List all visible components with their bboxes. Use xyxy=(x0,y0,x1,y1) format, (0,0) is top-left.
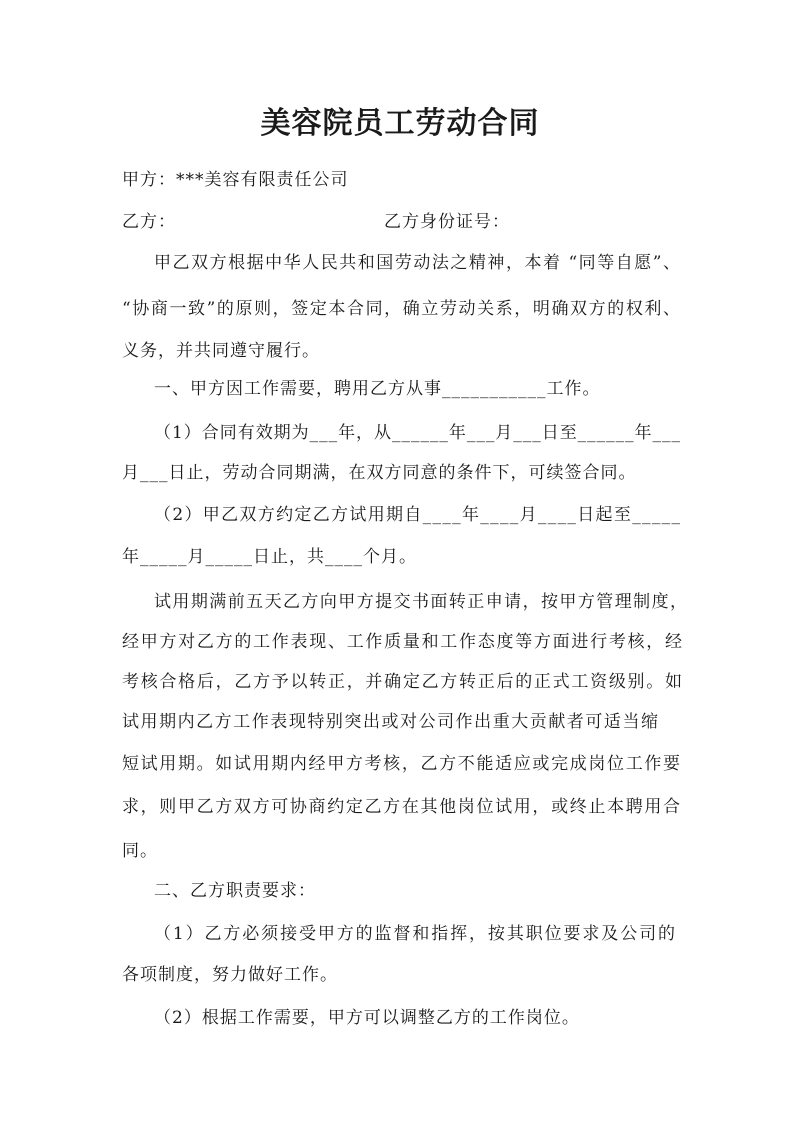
probation-line: 同。 xyxy=(122,841,158,861)
intro-line: “协商一致”的原则，签定本合同，确立劳动关系，明确双方的权利、 xyxy=(122,299,682,319)
probation-line: 试用期内乙方工作表现特别突出或对公司作出重大贡献者可适当缩 xyxy=(122,712,660,732)
party-b-id-label: 乙方身份证号： xyxy=(384,212,510,232)
probation-line: 求，则甲乙方双方可协商约定乙方在其他岗位试用，或终止本聘用合 xyxy=(122,797,682,817)
clause-1-item-2-line: （2）甲乙双方约定乙方试用期自____年____月____日起至_____ xyxy=(154,505,682,525)
page-title: 美容院员工劳动合同 xyxy=(260,106,540,141)
party-a-line: 甲方：***美容有限责任公司 xyxy=(122,170,349,190)
clause-1-item-1-line: （1）合同有效期为___年，从______年___月___日至______年___ xyxy=(154,423,681,443)
intro-line: 甲乙双方根据中华人民共和国劳动法之精神，本着 “同等自愿”、 xyxy=(154,253,682,273)
clause-1-heading: 一、甲方因工作需要，聘用乙方从事___________工作。 xyxy=(154,379,601,399)
clause-2-item-1-line: （1）乙方必须接受甲方的监督和指挥，按其职位要求及公司的 xyxy=(154,924,677,944)
clause-2-item-1-line: 各项制度，努力做好工作。 xyxy=(122,965,338,985)
clause-2-heading: 二、乙方职责要求： xyxy=(154,881,316,901)
probation-line: 试用期满前五天乙方向甲方提交书面转正申请，按甲方管理制度， xyxy=(154,592,689,612)
clause-1-item-1-line: 月___日止，劳动合同期满，在双方同意的条件下，可续签合同。 xyxy=(122,463,637,483)
party-b-label: 乙方： xyxy=(122,212,176,232)
probation-line: 经甲方对乙方的工作表现、工作质量和工作态度等方面进行考核，经 xyxy=(122,632,684,652)
clause-1-item-2-line: 年_____月_____日止，共____个月。 xyxy=(122,547,417,567)
intro-line: 义务，并共同遵守履行。 xyxy=(122,341,320,361)
clause-2-item-2-line: （2）根据工作需要，甲方可以调整乙方的工作岗位。 xyxy=(154,1008,580,1028)
probation-line: 短试用期。如试用期内经甲方考核，乙方不能适应或完成岗位工作要 xyxy=(122,754,682,774)
probation-line: 考核合格后，乙方予以转正，并确定乙方转正后的正式工资级别。如 xyxy=(122,672,684,692)
